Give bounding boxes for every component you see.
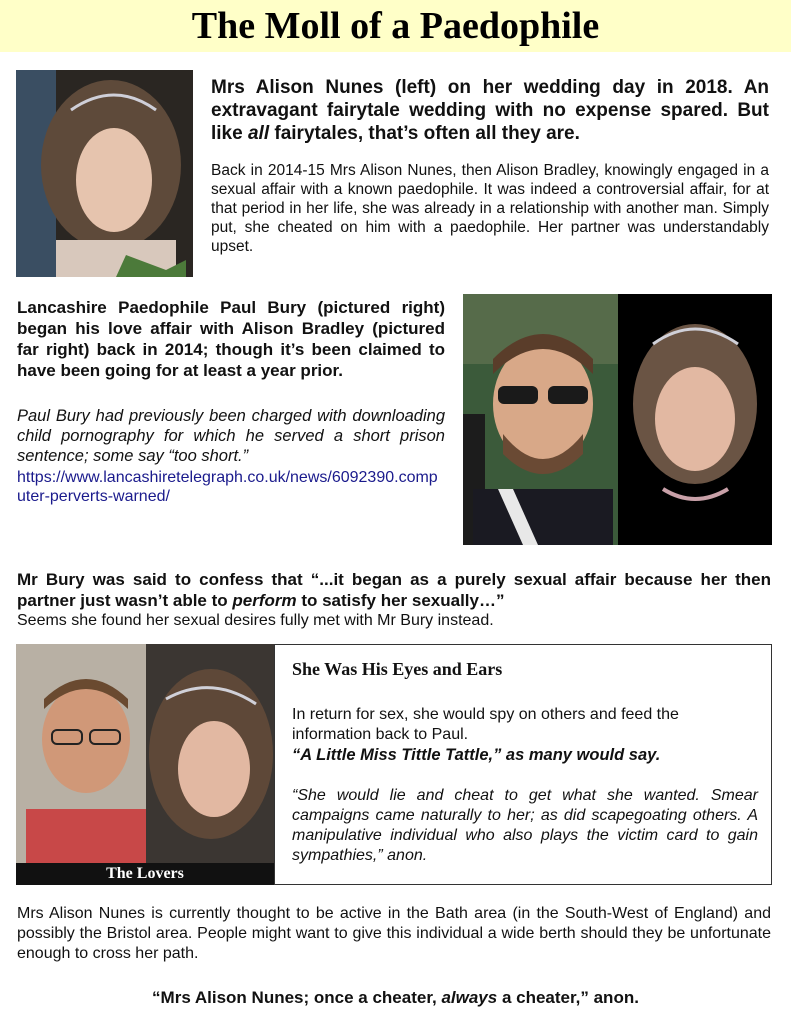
section3-text [17, 569, 771, 631]
section3-bold-end: to satisfy her sexually…” [296, 591, 505, 610]
intro-headline [211, 76, 769, 145]
title-banner [0, 0, 791, 52]
section3-bold [17, 569, 771, 611]
box-quote: “A Little Miss Tittle Tattle,” as many would say. [292, 746, 661, 764]
bury-photo [463, 294, 618, 545]
intro-headline-emphasis: all [247, 123, 270, 144]
lovers-photo [16, 644, 274, 885]
section3-bold-start: Mr Bury was said to confess that “...it began as a purely sexual affair because her then partner just wasn’t able to [17, 570, 771, 610]
box-heading: She Was His Eyes and Ears [292, 659, 503, 679]
intro-headline-line2: An extravagant fairytale wedding with no expense spared. But like [211, 77, 770, 144]
closing-quote [0, 988, 791, 1008]
box-para2: “She would lie and cheat to get what she wanted. Smear campaigns came naturally to her; as did scapegoating others. A manipulative individual who also plays the victim card to gain sympathies,” anon. [292, 787, 758, 864]
intro-headline-line1: Mrs Alison Nunes (left) on her wedding day in 2018. [211, 77, 733, 98]
photo-caption: The Lovers [16, 863, 274, 885]
closing-end: a cheater,” anon. [497, 988, 639, 1007]
section3-plain: Seems she found her sexual desires fully met with Mr Bury instead. [17, 612, 494, 629]
footer-para: Mrs Alison Nunes is currently thought to be active in the Bath area (in the South-West of England) and possibly the Bristol area. People might want to give this individual a wide berth should they be unfortunate enough to cross her path. [17, 905, 771, 962]
box-body [292, 705, 758, 866]
closing-emphasis: always [441, 988, 498, 1007]
page-title: The Moll of a Paedophile [191, 5, 600, 47]
intro-body: Back in 2014-15 Mrs Alison Nunes, then Alison Bradley, knowingly engaged in a sexual affair with a known paedophile. It was indeed a controversial affair, for at that period in her life, she was already in a relationship with another man. Simply put, she cheated on him with a paedophile. Her partner was understandably upset. [211, 162, 769, 255]
intro-text [211, 76, 769, 256]
eyes-and-ears-box [274, 644, 772, 885]
wedding-photo [16, 70, 193, 277]
intro-headline-line2-end: fairytales, that’s often all they are. [269, 123, 580, 144]
footer-text [17, 904, 771, 964]
section2-bold: Lancashire Paedophile Paul Bury (pictured right) began his love affair with Alison Bradley (pictured far right) back in 2014; though it’s been claimed to have been going for at least a year prior. [17, 298, 445, 380]
box-para1: In return for sex, she would spy on others and feed the information back to Paul. [292, 706, 679, 743]
section2-text [17, 297, 445, 506]
closing-start: “Mrs Alison Nunes; once a cheater, [152, 988, 442, 1007]
news-link[interactable]: https://www.lancashiretelegraph.co.uk/news/6092390.computer-perverts-warned/ [17, 469, 438, 505]
section3-bold-emphasis: perform [232, 591, 297, 610]
section2-italic: Paul Bury had previously been charged with downloading child pornography for which he served a short prison sentence; some say “too short.” [17, 407, 445, 465]
bradley-photo [618, 294, 772, 545]
